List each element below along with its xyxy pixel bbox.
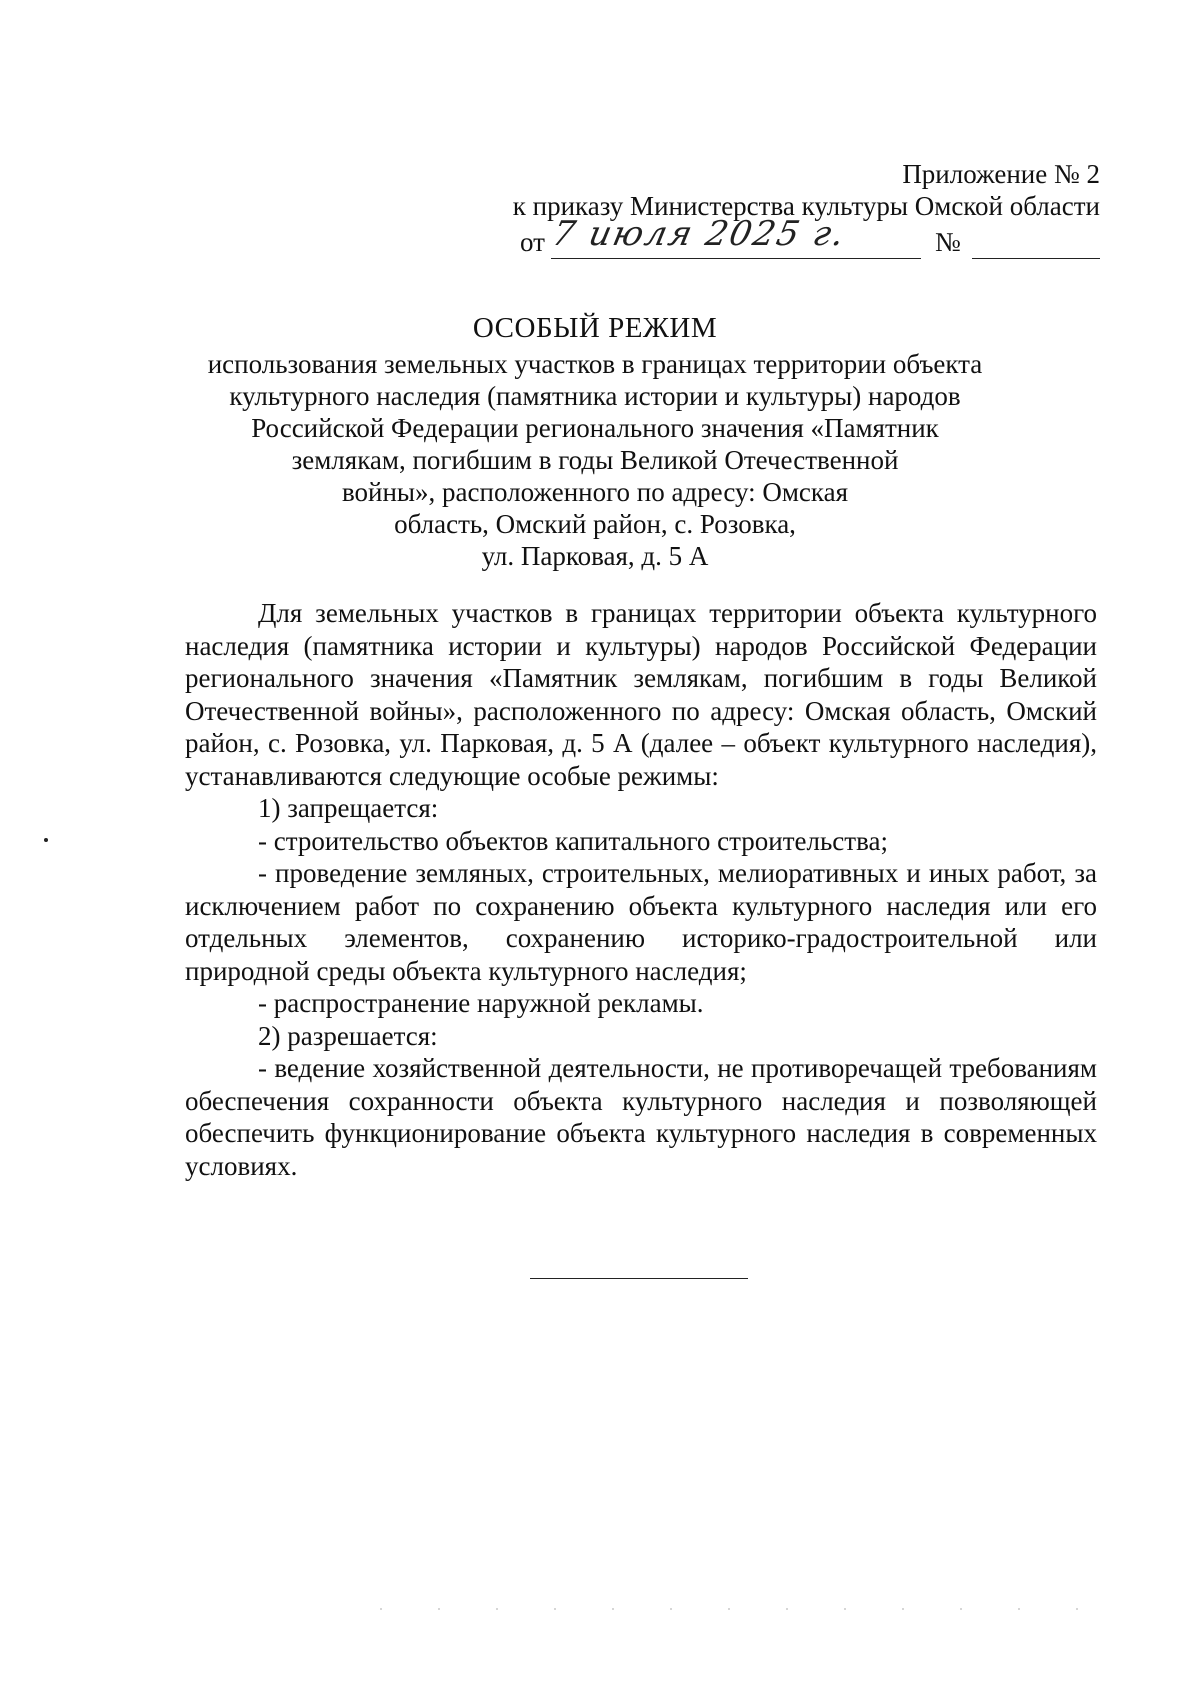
document-title: ОСОБЫЙ РЕЖИМ: [472, 312, 718, 344]
subtitle-line: использования земельных участков в границах территории объекта: [207, 349, 983, 379]
allowed-item: - ведение хозяйственной деятельности, не противоречащей требованиям обеспечения сохранности объекта культурного наследия и позволяющей обеспечить функционирование объекта культурного наследия в современных условиях.: [185, 1053, 1097, 1181]
date-prefix: от: [520, 227, 545, 257]
number-field: [972, 224, 1100, 259]
appendix-date-row: [400, 214, 1100, 260]
prohibited-item: - строительство объектов капитального строительства;: [258, 825, 888, 856]
handwritten-date: 7 июля 2025 г.: [548, 214, 850, 254]
prohibited-heading: 1) запрещается:: [258, 793, 439, 823]
appendix-order-ref: к приказу Министерства культуры Омской области: [512, 191, 1100, 221]
prohibited-item: - распространение наружной рекламы.: [258, 988, 704, 1018]
intro-paragraph: Для земельных участков в границах территории объекта культурного наследия (памятника истории и культуры) народов Российской Федерации регионального значения «Памятник землякам, погибшим в годы Великой Отечественной войны», расположенного по адресу: Омская область, Омский район, с. Розовка, ул. Парковая, д. 5 А (далее – объект культурного наследия), устанавливаются следующие особые режимы:: [185, 598, 1097, 791]
prohibited-item: - проведение земляных, строительных, мелиоративных и иных работ, за исключением работ по сохранению объекта культурного наследия или его отдельных элементов, сохранению историко-градостроительной или природной среды объекта культурного наследия;: [185, 858, 1097, 986]
subtitle-line: войны», расположенного по адресу: Омская: [341, 477, 849, 507]
appendix-number: Приложение № 2: [902, 159, 1100, 189]
body-text: [185, 597, 1097, 1182]
subtitle-line: ул. Парковая, д. 5 А: [481, 541, 709, 571]
subtitle-line: культурного наследия (памятника истории и культуры) народов: [229, 381, 961, 411]
scan-noise: [380, 1608, 1080, 1610]
subtitle-line: землякам, погибшим в годы Великой Отечественной: [291, 445, 899, 475]
allowed-heading: 2) разрешается:: [258, 1020, 438, 1051]
scan-speck: [44, 838, 48, 842]
subtitle-line: область, Омский район, с. Розовка,: [394, 509, 796, 539]
number-label: №: [935, 227, 961, 257]
date-field: [548, 214, 921, 259]
subtitle-line: Российской Федерации регионального значения «Памятник: [251, 413, 939, 443]
title-block: [180, 312, 1010, 572]
closing-rule: [530, 1278, 748, 1279]
appendix-block: [400, 158, 1100, 260]
